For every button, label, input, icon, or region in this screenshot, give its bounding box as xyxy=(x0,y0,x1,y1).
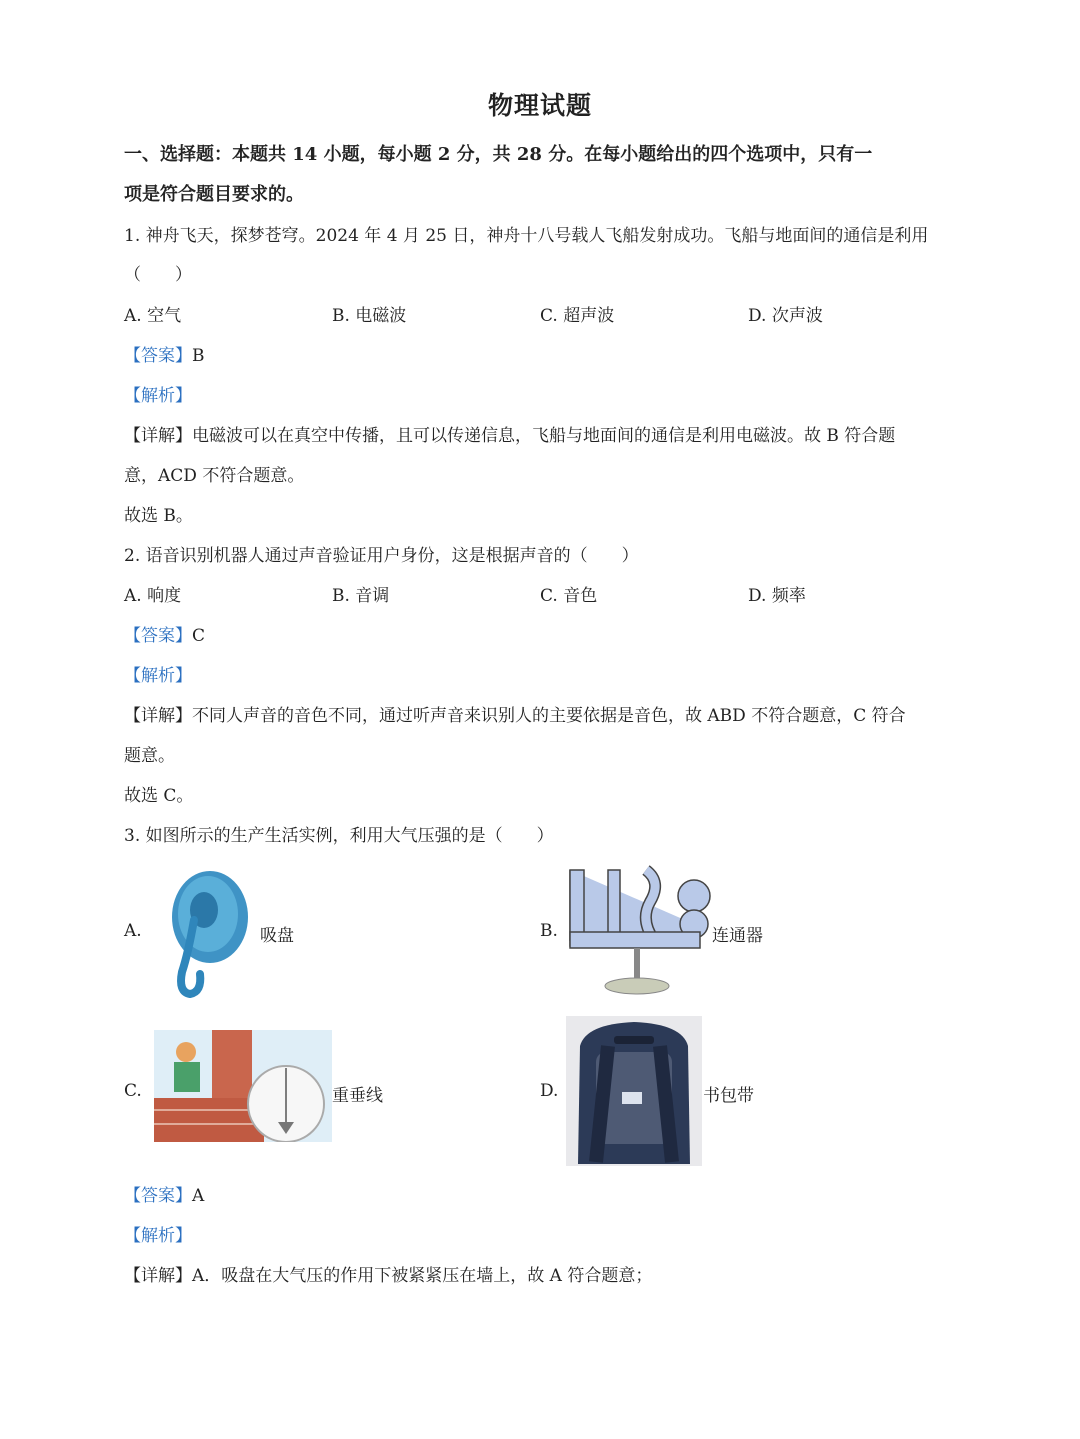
answer-label: 【答案】 xyxy=(124,1186,192,1206)
q2-analysis-label: 【解析】 xyxy=(124,666,192,686)
q3-detail-line1 xyxy=(124,1261,652,1286)
q1-detail-line2: 意，ACD 不符合题意。 xyxy=(124,466,305,486)
q3-stem: 3. 如图所示的生产生活实例，利用大气压强的是（ ） xyxy=(124,826,554,846)
section-heading-line1: 一、选择题：本题共 14 小题，每小题 2 分，共 28 分。在每小题给出的四个选项中，只有一 xyxy=(124,144,873,165)
answer-value: C xyxy=(192,626,206,646)
q3-answer xyxy=(124,1181,204,1206)
detail-text: A．吸盘在大气压的作用下被紧紧压在墙上，故 A 符合题意； xyxy=(192,1266,653,1286)
q2-option-b: B. 音调 xyxy=(332,586,390,606)
answer-label: 【答案】 xyxy=(124,626,192,646)
q1-stem-line1: 1. 神舟飞天，探梦苍穹。2024 年 4 月 25 日，神舟十八号载人飞船发射成功。飞船与地面间的通信是利用 xyxy=(124,226,929,246)
suction-cup-image xyxy=(160,862,255,1002)
q3-option-d-caption: 书包带 xyxy=(703,1086,754,1106)
q1-option-d: D. 次声波 xyxy=(748,306,823,326)
plumb-line-image xyxy=(154,1030,332,1142)
q1-analysis-label: 【解析】 xyxy=(124,386,192,406)
detail-text: 电磁波可以在真空中传播，且可以传递信息，飞船与地面间的通信是利用电磁波。故 B 符合题 xyxy=(192,426,896,446)
q2-conclusion: 故选 C。 xyxy=(124,786,194,806)
q3-option-a-caption: 吸盘 xyxy=(260,926,294,946)
q1-option-b: B. 电磁波 xyxy=(332,306,407,326)
section-heading-line2: 项是符合题目要求的。 xyxy=(124,184,304,205)
detail-label: 【详解】 xyxy=(124,706,192,726)
q3-option-d-letter: D. xyxy=(540,1081,559,1101)
q2-answer xyxy=(124,621,205,646)
answer-value: A xyxy=(192,1186,205,1206)
detail-text: 不同人声音的音色不同，通过听声音来识别人的主要依据是音色，故 ABD 不符合题意，C 符合 xyxy=(192,706,906,726)
q2-stem: 2. 语音识别机器人通过声音验证用户身份，这是根据声音的（ ） xyxy=(124,546,639,566)
answer-value: B xyxy=(192,346,205,366)
answer-label: 【答案】 xyxy=(124,346,192,366)
q3-option-c-caption: 重垂线 xyxy=(332,1086,383,1106)
q1-option-a: A. 空气 xyxy=(124,306,182,326)
q3-option-c-letter: C. xyxy=(124,1081,142,1101)
backpack-image xyxy=(566,1016,702,1166)
q3-option-b-letter: B. xyxy=(540,921,558,941)
q2-option-a: A. 响度 xyxy=(124,586,182,606)
q3-option-a-letter: A. xyxy=(124,921,142,941)
q1-detail-line1 xyxy=(124,421,895,446)
q2-option-c: C. 音色 xyxy=(540,586,598,606)
q1-stem-line2: （ ） xyxy=(124,265,192,285)
q1-conclusion: 故选 B。 xyxy=(124,506,193,526)
q3-option-b-caption: 连通器 xyxy=(712,926,763,946)
q2-detail-line2: 题意。 xyxy=(124,746,175,766)
communicating-vessels-image xyxy=(562,862,712,998)
q1-answer xyxy=(124,341,205,366)
q1-option-c: C. 超声波 xyxy=(540,306,615,326)
q3-analysis-label: 【解析】 xyxy=(124,1226,192,1246)
detail-label: 【详解】 xyxy=(124,426,192,446)
q2-option-d: D. 频率 xyxy=(748,586,806,606)
detail-label: 【详解】 xyxy=(124,1266,192,1286)
q2-detail-line1 xyxy=(124,701,906,726)
page-title: 物理试题 xyxy=(487,91,592,120)
